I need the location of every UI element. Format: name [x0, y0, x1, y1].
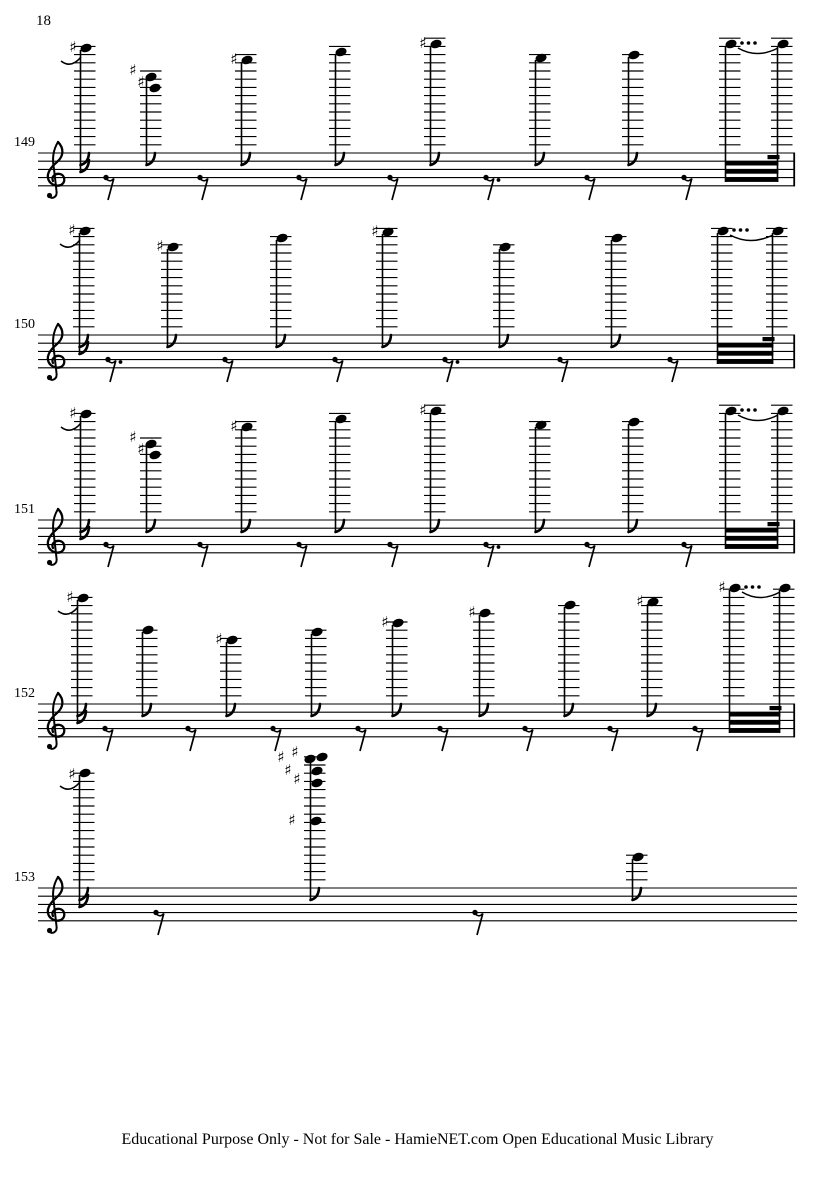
note-column — [277, 743, 328, 900]
beamed-pair — [719, 38, 793, 182]
svg-text:♯: ♯ — [371, 222, 379, 241]
eighth-rest — [483, 175, 500, 200]
note-column — [558, 599, 580, 716]
eighth-rest — [197, 542, 208, 567]
svg-text:♯: ♯ — [69, 38, 77, 57]
eighth-rest — [437, 726, 448, 751]
tie — [738, 415, 778, 421]
svg-text:♯: ♯ — [137, 73, 145, 92]
eighth-rest — [103, 175, 114, 200]
eighth-rest — [692, 726, 703, 751]
articulation-dot — [740, 41, 744, 45]
eighth-rest — [584, 542, 595, 567]
measure-number-151: 151 — [14, 502, 35, 517]
measure-number-150: 150 — [14, 317, 35, 332]
svg-text:♯: ♯ — [636, 592, 644, 611]
note-column — [136, 624, 158, 716]
articulation-dot — [745, 228, 749, 232]
eighth-rest — [332, 357, 343, 382]
eighth-rest — [103, 542, 114, 567]
eighth-rest — [355, 726, 366, 751]
note-column — [381, 613, 407, 716]
tie — [738, 48, 778, 54]
note-column — [329, 413, 351, 532]
beamed-pair — [719, 405, 793, 549]
svg-text:♯: ♯ — [129, 61, 137, 80]
svg-text:♯: ♯ — [288, 811, 296, 830]
eighth-rest — [102, 726, 113, 751]
svg-text:♯: ♯ — [381, 613, 389, 632]
note-column — [371, 222, 397, 347]
note-column — [529, 419, 551, 532]
articulation-dot — [751, 585, 755, 589]
svg-text:♯: ♯ — [277, 748, 285, 767]
eighth-rest — [667, 357, 678, 382]
eighth-rest — [607, 726, 618, 751]
eighth-rest — [105, 357, 122, 382]
beam-stub — [768, 522, 780, 526]
note-column — [622, 49, 644, 165]
staff-system-150 — [38, 221, 795, 382]
beam-stub — [763, 337, 775, 341]
articulation-dot — [747, 41, 751, 45]
page-number: 18 — [36, 13, 51, 29]
note-column — [636, 592, 662, 716]
svg-text:♯: ♯ — [419, 401, 427, 420]
eighth-rest — [197, 175, 208, 200]
note-column — [61, 404, 96, 539]
note-column — [60, 221, 95, 354]
staff-system-152 — [38, 578, 795, 751]
note-column — [61, 38, 96, 172]
articulation-dot — [757, 585, 761, 589]
note-column — [270, 232, 292, 347]
svg-text:♯: ♯ — [68, 221, 76, 240]
tie-from-previous — [61, 423, 81, 430]
note-column — [468, 603, 494, 716]
staff-system-153 — [38, 743, 797, 935]
eighth-rest — [681, 175, 692, 200]
eighth-rest — [584, 175, 595, 200]
eighth-rest — [557, 357, 568, 382]
articulation-dot — [747, 408, 751, 412]
note-column — [215, 630, 241, 716]
svg-text:♯: ♯ — [419, 34, 427, 53]
svg-text:♯: ♯ — [66, 588, 74, 607]
articulation-dot — [732, 228, 736, 232]
articulation-dot — [753, 408, 757, 412]
footer-text: Educational Purpose Only - Not for Sale - HamieNET.com Open Educational Music Library — [121, 1131, 714, 1148]
eighth-rest — [681, 542, 692, 567]
measure-number-152: 152 — [14, 686, 35, 701]
eighth-rest — [185, 726, 196, 751]
tie — [742, 592, 780, 598]
svg-text:♯: ♯ — [129, 428, 137, 447]
eighth-rest — [387, 542, 398, 567]
eighth-rest — [296, 542, 307, 567]
svg-text:♯: ♯ — [718, 578, 726, 597]
tie — [730, 235, 773, 241]
svg-text:♯: ♯ — [69, 404, 77, 423]
svg-text:♯: ♯ — [291, 743, 299, 762]
note-column — [493, 241, 515, 347]
note-column — [156, 237, 182, 347]
note-column — [605, 232, 627, 347]
note-column — [419, 401, 445, 532]
svg-text:♯: ♯ — [137, 440, 145, 459]
svg-text:♯: ♯ — [284, 761, 292, 780]
staff-system-149 — [38, 34, 795, 200]
eighth-rest — [296, 175, 307, 200]
svg-text:♯: ♯ — [468, 603, 476, 622]
note-column — [305, 626, 327, 716]
note-column — [230, 50, 256, 165]
svg-text:♯: ♯ — [230, 417, 238, 436]
note-column — [419, 34, 445, 165]
eighth-rest — [442, 357, 459, 382]
articulation-dot — [739, 228, 743, 232]
articulation-dot — [753, 41, 757, 45]
note-column — [129, 61, 161, 165]
eighth-rest — [387, 175, 398, 200]
note-column — [622, 416, 644, 532]
svg-text:♯: ♯ — [293, 770, 301, 789]
beam-stub — [768, 155, 780, 159]
eighth-rest — [222, 357, 233, 382]
measure-number-153: 153 — [14, 870, 35, 885]
note-column — [129, 428, 161, 532]
eighth-rest — [522, 726, 533, 751]
svg-text:♯: ♯ — [68, 765, 76, 784]
svg-text:♯: ♯ — [230, 50, 238, 69]
eighth-rest — [472, 910, 483, 935]
eighth-rest — [483, 542, 500, 567]
beamed-pair — [718, 578, 794, 733]
note-column — [529, 52, 551, 165]
note-column — [329, 46, 351, 165]
tie-from-previous — [58, 607, 78, 614]
eighth-rest — [153, 910, 164, 935]
note-column — [230, 417, 256, 532]
note-column — [626, 851, 648, 900]
beam-stub — [770, 706, 782, 710]
svg-text:♯: ♯ — [156, 237, 164, 256]
articulation-dot — [740, 408, 744, 412]
articulation-dot — [744, 585, 748, 589]
tie-from-previous — [60, 240, 80, 247]
measure-number-149: 149 — [14, 135, 35, 150]
svg-text:♯: ♯ — [215, 630, 223, 649]
note-column — [60, 765, 95, 907]
staff-system-151 — [38, 401, 795, 567]
